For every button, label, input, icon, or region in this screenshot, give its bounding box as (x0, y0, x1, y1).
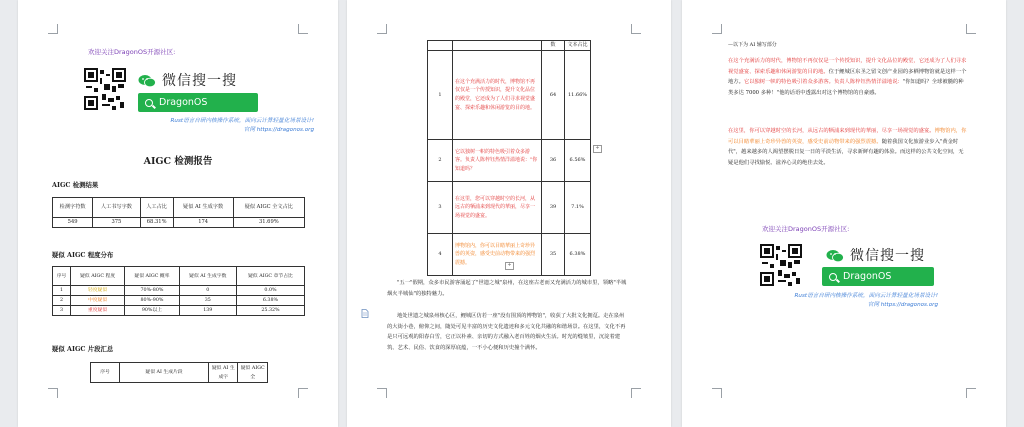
ai-text-medium: 博物馆内，你可以目睹華丽上奇珍异兽的英姿，感受史前动物带来的强烈震撼。 (728, 128, 967, 145)
margin-mark (631, 24, 641, 34)
human-text: 随着我国文化旅游业步入"黄金时代"，越来越多的人渴望摆脱日复一日的平淡生活，寻求新鲜有趣的体验。而这样的公共文化空间，无疑是他们寻找愉悦、滋养心灵的绝佳去处。 (728, 138, 964, 166)
frag-text-medium: 博物馆内，你可以目睹華丽上奇珍异兽的英姿，感受史前动物带来的强烈震撼。 (453, 234, 542, 276)
margin-mark (298, 388, 308, 398)
margin-mark (712, 24, 722, 34)
site-link[interactable]: 官网 https://dragonos.org (243, 127, 314, 133)
frag-count: 36 (542, 140, 565, 182)
frag-header (453, 41, 542, 51)
margin-mark (377, 24, 387, 34)
result-header: 疑似 AI 生成字数 (173, 198, 233, 218)
ai-text-heavy: 它以独树一帜的特色吸引着众多游客。负责人陈梓钰热情洋溢地说： (743, 79, 903, 85)
dist-level-heavy: 重度疑似 (70, 306, 124, 316)
result-cell: 68.31% (140, 218, 173, 228)
result-header: 检测字符数 (53, 198, 93, 218)
qr-code-image (84, 68, 126, 110)
slogan-text: Rust语言自研内核操作系统，面向云计算轻量化场景设计! (794, 293, 938, 299)
dist-cell: 90%以上 (125, 306, 179, 316)
frag-count: 35 (542, 234, 565, 276)
result-header: 疑似 AIGC 全文占比 (233, 198, 304, 218)
frag-header: 疑似 AI 生成片段 (120, 363, 209, 383)
search-icon (145, 99, 153, 107)
human-text: "你知道吗？全球被髓的种类多达 7000 多种！"他的话语中透露出对这个博物馆的自豪感。 (728, 79, 964, 96)
result-table (52, 197, 305, 228)
promo-title: 欢迎关注DragonOS开源社区: (88, 48, 176, 56)
fragment-table-continued (427, 40, 591, 276)
frag-no: 1 (428, 51, 453, 140)
table-add-row-button[interactable]: + (505, 262, 514, 270)
dist-cell: 2 (53, 296, 71, 306)
margin-mark (712, 388, 722, 398)
frag-no: 4 (428, 234, 453, 276)
ai-text-heavy: 在这个充满活力的时代，博物馆不再仅仅是一个传授知识，提升文化品位的殿堂，它还成为了人们寻求视觉盛宴、探索乐趣和休闲游览的目的地。 (728, 58, 967, 75)
dist-level-light: 轻度疑似 (70, 286, 124, 296)
ai-text-heavy: 在这里，你可以穿越时空的长河，从远古的牺浦来到现代的華丽，尽享一场视觉的盛宴。 (728, 128, 935, 134)
wechat-search-label (138, 70, 237, 90)
result-header: 人工占比 (140, 198, 173, 218)
result-cell: 375 (93, 218, 140, 228)
result-cell: 549 (53, 218, 93, 228)
frag-ratio: 6.38% (565, 234, 591, 276)
dist-cell: 70%-80% (125, 286, 179, 296)
frag-no: 3 (428, 182, 453, 234)
dist-header: 疑似 AIGC 章节占比 (236, 267, 304, 286)
dist-cell: 139 (179, 306, 236, 316)
report-title: AIGC 检测报告 (143, 156, 213, 167)
frag-text-heavy: 它以独树一帜的特色吸引着众多游客。负责人陈梓钰热情洋溢地说："你知道吗？ (453, 140, 542, 182)
frag-header: 文本占比 (565, 41, 591, 51)
result-header: 人工书写字数 (93, 198, 140, 218)
frag-header: 疑似 AI 生成字 (209, 363, 238, 383)
distribution-table (52, 266, 305, 316)
frag-count: 39 (542, 182, 565, 234)
qr-code-image (760, 244, 802, 286)
fragment-heading: 疑似 AIGC 片段汇总 (52, 345, 114, 353)
frag-ratio: 6.56% (565, 140, 591, 182)
slogan-text: Rust语言自研内核操作系统，面向云计算轻量化场景设计! (170, 118, 314, 124)
dist-cell: 6.38% (236, 296, 304, 306)
dist-cell: 80%-90% (125, 296, 179, 306)
wechat-search-label (826, 245, 925, 265)
site-link[interactable]: 官网 https://dragonos.org (867, 302, 938, 308)
result-cell: 31.69% (233, 218, 304, 228)
frag-text-heavy: 在这个充满活力的时代，博物馆不再仅仅是一个传授知识，提升文化品位的殿堂，它还成为了人们寻求视觉盛宴、探索乐趣和休闲游览的目的地。 (453, 51, 542, 140)
frag-header: 数 (542, 41, 565, 51)
document-page-2 (347, 0, 671, 427)
search-button-label: DragonOS (159, 97, 208, 108)
dist-level-medium: 中度疑似 (70, 296, 124, 306)
dist-header: 序号 (53, 267, 71, 286)
document-page-3 (682, 0, 1006, 427)
dragonos-search-button[interactable] (138, 93, 258, 112)
dist-cell: 1 (53, 286, 71, 296)
dist-cell: 0.0% (236, 286, 304, 296)
margin-mark (966, 388, 976, 398)
wechat-icon (138, 73, 156, 87)
frag-header: 序号 (91, 363, 120, 383)
margin-mark (377, 388, 387, 398)
frag-header: 疑似 AIGC 全 (238, 363, 268, 383)
document-icon[interactable] (361, 303, 369, 312)
dist-cell: 3 (53, 306, 71, 316)
wechat-search-text: 微信搜一搜 (850, 248, 925, 264)
distribution-heading: 疑似 AIGC 程度分布 (52, 251, 114, 259)
frag-no: 2 (428, 140, 453, 182)
frag-count: 64 (542, 51, 565, 140)
ai-paragraph-2 (728, 126, 968, 168)
wechat-icon (826, 248, 844, 262)
wechat-search-text: 微信搜一搜 (162, 73, 237, 89)
result-heading: AIGC 检测结果 (52, 181, 99, 189)
margin-mark (966, 24, 976, 34)
promo-title: 欢迎关注DragonOS开源社区: (762, 225, 850, 233)
margin-mark (48, 24, 58, 34)
fragment-table (90, 362, 268, 383)
frag-ratio: 7.1% (565, 182, 591, 234)
frag-header (428, 41, 453, 51)
body-paragraph: 地处世遗之城泉州核心区，鲤城区仿若一座"没有围顶的博物馆"，收获了大批文化拥趸。走在泉州的大街小巷，俯仰之间，随处可见丰富的历史文化遗迹和多元文化共融的和谐场景。在这里，文化不再是只可远观的阳春白雪，它正以朴素、亲切的方式融入老百姓的烟火生活。时光的缝皱里，沉淀着建筑、艺术、民俗、饮食的深厚底蕴，一不小心便和历史撞个满怀。 (387, 313, 626, 351)
dist-cell: 35 (179, 296, 236, 306)
body-paragraph: "五一"假期，众多市民游客涌起了"世遗之城"泉州，在这座古老而又充满活力的城市里，领略"半城烟火半城仙"的独特魅力。 (387, 280, 627, 297)
promo-slogan (732, 292, 938, 310)
ai-section-note: —以下为 AI 辅写部分 (728, 42, 777, 48)
result-cell: 174 (173, 218, 233, 228)
human-text: 位于鲤城区东圣之留文创产业园的多栖博物馆就是这样一个地方。 (728, 68, 967, 85)
dist-cell: 0 (179, 286, 236, 296)
margin-mark (298, 24, 308, 34)
ai-paragraph-1 (728, 56, 968, 98)
margin-mark (48, 388, 58, 398)
dragonos-search-button[interactable] (822, 267, 934, 286)
frag-ratio: 11.66% (565, 51, 591, 140)
table-column-handle[interactable]: + (593, 145, 602, 153)
search-button-label: DragonOS (843, 271, 892, 282)
dist-header: 疑似 AI 生成字数 (179, 267, 236, 286)
dist-cell: 25.32% (236, 306, 304, 316)
margin-mark (631, 388, 641, 398)
promo-slogan (74, 117, 314, 135)
search-icon (829, 273, 837, 281)
document-page-1 (18, 0, 338, 427)
frag-text-heavy: 在这里，您可以穿越时空的长河，从远古的牺浦来到现代的華丽，尽享一场视觉的盛宴。 (453, 182, 542, 234)
dist-header: 疑似 AIGC 程度 (70, 267, 124, 286)
dist-header: 疑似 AIGC 概率 (125, 267, 179, 286)
